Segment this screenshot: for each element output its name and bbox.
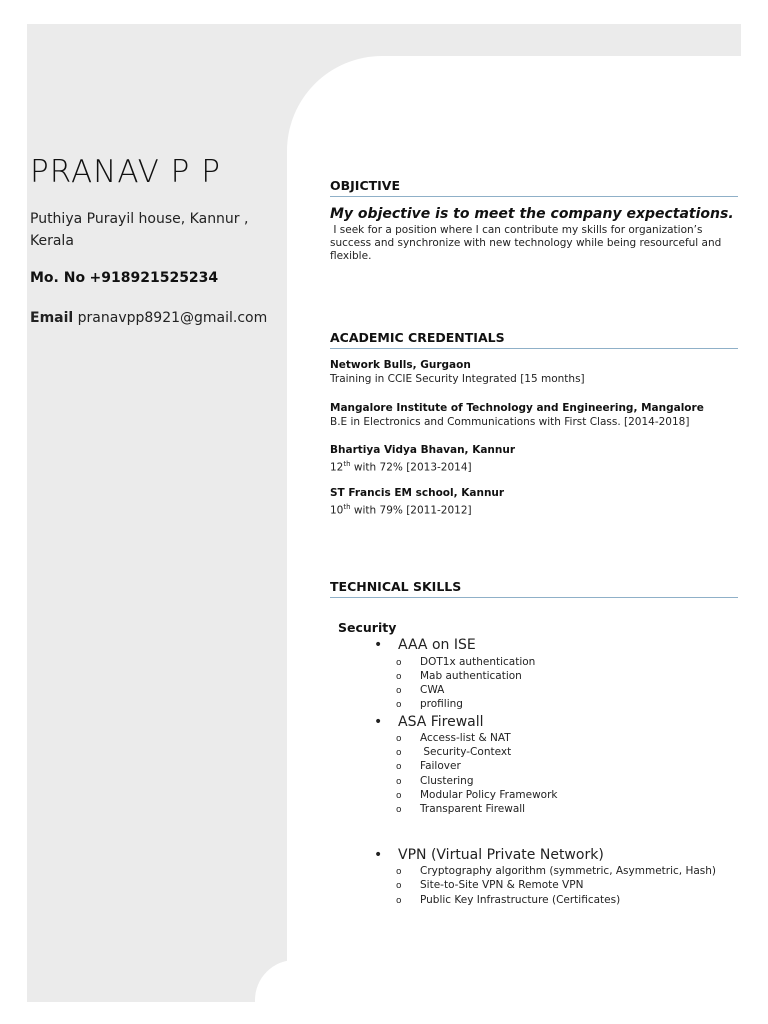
email-label: Email — [30, 310, 74, 326]
skill-item-label: DOT1x authentication — [420, 656, 536, 668]
circle-bullet-icon: o — [396, 881, 402, 891]
skill-item — [396, 803, 525, 815]
circle-bullet-icon: o — [396, 748, 402, 758]
skill-item — [396, 698, 463, 710]
academic-entry — [330, 358, 735, 386]
academic-detail: B.E in Electronics and Communications with First Class. [2014-2018] — [330, 416, 690, 428]
mobile-label: Mo. No — [30, 270, 86, 286]
skill-item-label: Failover — [420, 760, 461, 772]
circle-bullet-icon: o — [396, 686, 402, 696]
skill-item — [396, 732, 511, 744]
candidate-name: PRANAV P P — [30, 154, 221, 190]
grade-number: 12 — [330, 461, 344, 474]
grade-number: 10 — [330, 504, 344, 517]
bullet-icon: • — [374, 714, 383, 730]
circle-bullet-icon: o — [396, 791, 402, 801]
candidate-mobile — [30, 270, 218, 286]
circle-bullet-icon: o — [396, 896, 402, 906]
academic-institution: Mangalore Institute of Technology and Engineering, Mangalore — [330, 402, 704, 414]
grade-suffix: th — [343, 460, 351, 468]
skills-heading: TECHNICAL SKILLS — [330, 579, 738, 598]
skill-group — [374, 714, 484, 730]
skill-group — [374, 847, 604, 863]
skill-item — [396, 760, 461, 772]
circle-bullet-icon: o — [396, 805, 402, 815]
academic-institution: Network Bulls, Gurgaon — [330, 359, 471, 371]
academic-entry — [330, 401, 735, 429]
skill-item-label: Site-to-Site VPN & Remote VPN — [420, 879, 584, 891]
skill-item-label: Cryptography algorithm (symmetric, Asymmetric, Hash) — [420, 865, 716, 877]
circle-bullet-icon: o — [396, 734, 402, 744]
circle-bullet-icon: o — [396, 867, 402, 877]
candidate-email — [30, 310, 267, 326]
skill-group-label: AAA on ISE — [398, 637, 476, 653]
skill-item — [396, 789, 557, 801]
skill-item-label: Security-Context — [420, 746, 512, 758]
skills-subtitle: Security — [338, 620, 397, 635]
skill-item — [396, 894, 620, 906]
skill-group — [374, 637, 476, 653]
skill-item — [396, 879, 583, 891]
skill-item — [396, 656, 535, 668]
skill-item-label: Access-list & NAT — [420, 732, 511, 744]
skill-item — [396, 670, 522, 682]
skill-group-label: ASA Firewall — [398, 714, 484, 730]
skill-item-label: profiling — [420, 698, 463, 710]
academic-detail: Training in CCIE Security Integrated [15 months] — [330, 373, 585, 385]
academic-institution: Bhartiya Vidya Bhavan, Kannur — [330, 444, 516, 456]
bullet-icon: • — [374, 637, 383, 653]
objective-heading: OBJICTIVE — [330, 178, 738, 197]
circle-bullet-icon: o — [396, 658, 402, 668]
grade-score: with 72% [2013-2014] — [350, 461, 472, 474]
skill-item — [396, 684, 444, 696]
academic-entry — [330, 443, 735, 475]
skill-item — [396, 746, 511, 758]
objective-text — [330, 224, 725, 263]
skill-item-label: Modular Policy Framework — [420, 789, 558, 801]
bullet-icon: • — [374, 847, 383, 863]
circle-bullet-icon: o — [396, 777, 402, 787]
circle-bullet-icon: o — [396, 762, 402, 772]
skill-item-label: Clustering — [420, 775, 474, 787]
academics-heading: ACADEMIC CREDENTIALS — [330, 330, 738, 349]
skill-item — [396, 865, 716, 877]
objective-body: I seek for a position where I can contribute my skills for organization’s success and synchronize with new technology while being resourceful and flexible. — [330, 224, 722, 262]
email-value[interactable]: pranavpp8921@gmail.com — [77, 310, 268, 326]
academic-detail — [330, 457, 735, 475]
skill-item-label: Transparent Firewall — [420, 803, 526, 815]
candidate-address: Puthiya Purayil house, Kannur , Kerala — [30, 211, 249, 249]
objective-lead: My objective is to meet the company expectations. — [330, 206, 734, 222]
circle-bullet-icon: o — [396, 672, 402, 682]
grade-score: with 79% [2011-2012] — [350, 504, 472, 517]
skill-item-label: CWA — [420, 684, 445, 696]
skill-item — [396, 775, 474, 787]
academic-entry — [330, 486, 735, 518]
academic-detail — [330, 500, 735, 518]
skill-item-label: Mab authentication — [420, 670, 522, 682]
skill-item-label: Public Key Infrastructure (Certificates) — [420, 894, 621, 906]
mobile-value: +918921525234 — [89, 270, 219, 286]
circle-bullet-icon: o — [396, 700, 402, 710]
academic-institution: ST Francis EM school, Kannur — [330, 487, 505, 499]
grade-suffix: th — [343, 503, 351, 511]
skill-group-label: VPN (Virtual Private Network) — [398, 847, 604, 863]
